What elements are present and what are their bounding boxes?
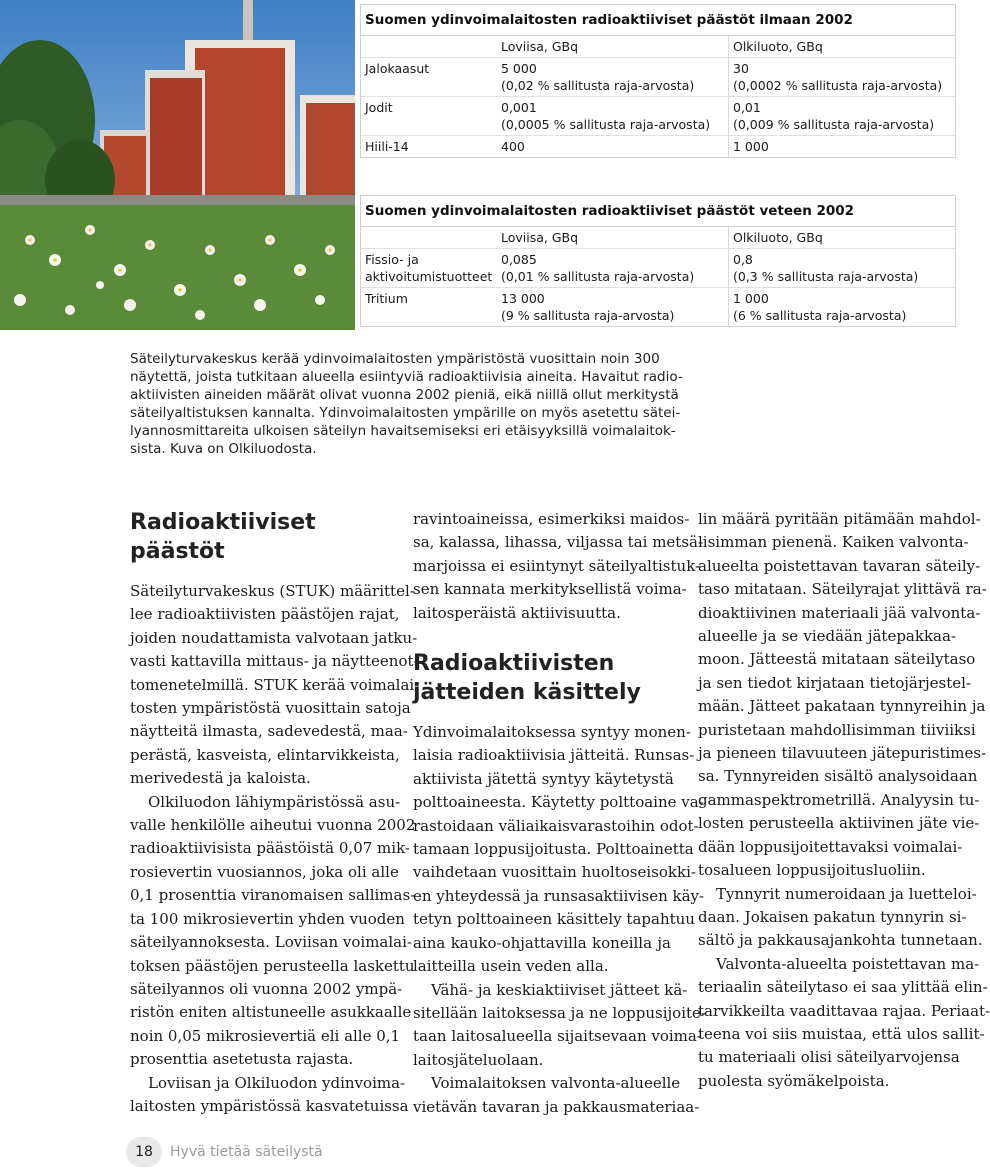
cell-line: (0,01 % sallitusta raja-arvosta): [501, 269, 695, 284]
text-line: lisimman pienenä. Kaiken valvonta-: [698, 533, 969, 552]
cell-line: 1 000: [733, 291, 769, 306]
text-line: perästä, kasveista, elintarvikkeista,: [130, 745, 400, 764]
text-line: sa, kalassa, lihassa, viljassa tai metsä-: [413, 533, 704, 552]
loviisa-value: [497, 136, 729, 157]
text-line: Säteilyturvakeskus (STUK) määrittel-: [130, 582, 415, 600]
table-row: [361, 288, 955, 326]
column-3: [698, 508, 990, 1093]
text-line: Olkiluodon lähiympäristössä asu-: [148, 792, 401, 811]
cell-line: 0,001: [501, 100, 537, 115]
text-line: sa. Tynnyreiden sisältö analysoidaan: [698, 767, 978, 786]
text-line: Vähä- ja keskiaktiiviset jätteet kä-: [431, 980, 688, 999]
text-line: puolesta syömäkelpoista.: [698, 1071, 890, 1090]
text-line: säteilyannos oli vuonna 2002 ympä-: [130, 979, 403, 998]
cell-line: (0,0002 % sallitusta raja-arvosta): [733, 78, 943, 93]
text-line: alueelle ja se viedään jätepakkaa-: [698, 627, 956, 646]
text-line: tosten ympäristöstä vuosittain satoja: [130, 699, 411, 718]
column-2: [413, 508, 706, 1119]
table-header-cell: [361, 227, 497, 248]
text-line: taso mitataan. Säteilyrajat ylittävä ra-: [698, 580, 987, 599]
row-label: [361, 288, 497, 326]
text-line: Tynnyrit numeroidaan ja luetteloi-: [716, 884, 977, 903]
text-line: sitellään laitoksessa ja ne loppusijoite-: [413, 1003, 706, 1022]
cell-line: Jodit: [365, 100, 393, 115]
cell-line: aktivoitumistuotteet: [365, 269, 493, 284]
column-2-text-top: [413, 508, 704, 625]
text-line: lee radioaktiivisten päästöjen rajat,: [130, 605, 400, 624]
text-line: daan. Jokaisen pakatun tynnyrin si-: [698, 907, 967, 926]
column-1-text: [130, 580, 420, 1118]
text-line: Valvonta-alueelta poistettavan ma-: [716, 954, 980, 973]
text-line: tomenetelmillä. STUK kerää voimalai-: [130, 675, 420, 694]
cell-line: 400: [501, 139, 525, 154]
text-line: alueelta poistettavan tavaran säteily-: [698, 556, 981, 575]
text-line: tarvikkeilta vaadittavaa rajaa. Periaat-: [698, 1001, 990, 1020]
heading-waste-handling: Radioaktiivisten jätteiden käsittely: [413, 651, 641, 706]
cell-line: 0,01: [733, 100, 761, 115]
row-label: [361, 58, 497, 96]
table-row: [361, 249, 955, 288]
text-line: laitosperäistä aktiivisuutta.: [413, 603, 621, 622]
cell-line: Tritium: [365, 291, 408, 306]
cell-line: (6 % sallitusta raja-arvosta): [733, 308, 907, 323]
text-line: lin määrä pyritään pitämään mahdol-: [698, 510, 981, 528]
text-line: vietävän tavaran ja pakkausmateriaa-: [413, 1097, 700, 1116]
text-line: moon. Jätteestä mitataan säteilytaso: [698, 650, 976, 669]
cell-line: Fissio- ja: [365, 252, 419, 267]
photo-caption: [130, 350, 690, 458]
text-line: Ydinvoimalaitoksessa syntyy monen-: [413, 723, 691, 742]
table-header-row: [361, 227, 955, 249]
text-line: prosenttia asetetusta rajasta.: [130, 1050, 354, 1069]
text-line: valle henkilölle aiheutui vuonna 2002: [130, 816, 416, 835]
text-line: radioaktiivisista päästöistä 0,07 mik-: [130, 839, 410, 858]
text-line: sen kannata merkityksellistä voima-: [413, 580, 687, 599]
text-line: toksen päästöjen perusteella laskettu: [130, 956, 415, 975]
loviisa-value: [497, 58, 729, 96]
text-line: sältö ja pakkausajankohta tunnetaan.: [698, 931, 983, 950]
cell-line: 13 000: [501, 291, 545, 306]
column-2-text: [413, 721, 706, 1119]
text-line: ravintoaineissa, esimerkiksi maidos-: [413, 510, 690, 528]
olkiluoto-value: [729, 288, 955, 326]
text-line: vaihdetaan vuosittain huoltoseisokki-: [413, 863, 696, 882]
text-line: aktiivista jätettä syntyy käytetystä: [413, 769, 674, 788]
loviisa-value: [497, 288, 729, 326]
text-line: merivedestä ja kaloista.: [130, 769, 311, 788]
olkiluoto-value: [729, 97, 955, 135]
heading-radioactive-emissions: Radioaktiiviset päästöt: [130, 510, 316, 564]
text-line: laisia radioaktiivisia jätteitä. Runsas-: [413, 746, 695, 765]
cell-line: (0,0005 % sallitusta raja-arvosta): [501, 117, 711, 132]
caption-line: aktiivisten aineiden määrät olivat vuonna 2002 pieniä, eikä niillä ollut merkitystä: [130, 387, 679, 403]
text-line: laitosten ympäristössä kasvatetuissa: [130, 1096, 409, 1115]
text-line: tetyn polttoaineen käsittely tapahtuu: [413, 910, 695, 929]
text-line: polttoaineesta. Käytetty polttoaine va-: [413, 793, 704, 812]
cell-line: (0,009 % sallitusta raja-arvosta): [733, 117, 935, 132]
table-row: [361, 97, 955, 136]
caption-line: näytettä, joista tutkitaan alueella esiintyviä radioaktiivisia aineita. Havaitut radio-: [130, 369, 683, 385]
text-line: noin 0,05 mikrosievertiä eli alle 0,1: [130, 1026, 401, 1045]
page-number: 18: [126, 1137, 162, 1167]
text-line: tu materiaali olisi säteilyarvojensa: [698, 1048, 960, 1067]
cell-line: 0,085: [501, 252, 537, 267]
caption-line: lyannosmittareita ulkoisen säteilyn havaitsemiseksi eri etäisyyksillä voimalaitok-: [130, 423, 676, 439]
text-line: teriaalin säteilytaso ei saa ylittää elin-: [698, 978, 988, 997]
page-footer: [126, 1137, 323, 1167]
caption-line: säteilyaltistuksen kannalta. Ydinvoimalaitosten ympärille on myös asetettu sätei-: [130, 405, 681, 421]
cell-line: Hiili-14: [365, 139, 409, 154]
text-line: puristetaan mahdollisimman tiiviiksi: [698, 720, 976, 739]
text-line: joiden noudattamista valvotaan jatku-: [130, 628, 418, 647]
table-header-cell: Olkiluoto, GBq: [733, 39, 823, 54]
text-line: laitosjäteluolaan.: [413, 1050, 544, 1069]
power-plant-photo: [0, 0, 355, 330]
text-line: rastoidaan väliaikaisvarastoihin odot-: [413, 816, 699, 835]
olkiluoto-value: [729, 249, 955, 287]
text-line: dioaktiivinen materiaali jää valvonta-: [698, 603, 981, 622]
text-line: losten perusteella aktiivinen jäte vie-: [698, 814, 980, 833]
olkiluoto-value: [729, 136, 955, 157]
table-row: [361, 136, 955, 157]
text-line: vasti kattavilla mittaus- ja näytteenot-: [130, 652, 419, 671]
cell-line: 5 000: [501, 61, 537, 76]
table-row: [361, 58, 955, 97]
caption-line: sista. Kuva on Olkiluodosta.: [130, 441, 317, 457]
water-table-title: Suomen ydinvoimalaitosten radioaktiiviset päästöt veteen 2002: [361, 196, 955, 227]
publication-title: Hyvä tietää säteilystä: [170, 1144, 323, 1160]
text-line: tamaan loppusijoitusta. Polttoainetta: [413, 840, 694, 859]
text-line: gammaspektrometrillä. Analyysin tu-: [698, 790, 980, 809]
text-line: säteilyannoksesta. Loviisan voimalai-: [130, 933, 412, 952]
air-table-title: Suomen ydinvoimalaitosten radioaktiiviset päästöt ilmaan 2002: [361, 5, 955, 36]
text-line: ta 100 mikrosievertin yhden vuoden: [130, 909, 405, 928]
row-label: [361, 249, 497, 287]
cell-line: 0,8: [733, 252, 753, 267]
cell-line: 30: [733, 61, 749, 76]
text-line: marjoissa ei esiintynyt säteilyaltistuk-: [413, 556, 701, 575]
text-line: ristön eniten altistuneelle asukkaalle: [130, 1003, 412, 1022]
text-line: ja sen tiedot kirjataan tietojärjestel-: [698, 673, 972, 692]
table-header-cell: Loviisa, GBq: [497, 227, 729, 248]
loviisa-value: [497, 97, 729, 135]
text-line: en yhteydessä ja runsasaktiivisen käy-: [413, 886, 705, 905]
text-line: rosievertin vuosiannos, joka oli alle: [130, 862, 399, 881]
text-line: dään loppusijoitettavaksi voimalai-: [698, 837, 963, 856]
cell-line: Jalokaasut: [365, 61, 430, 76]
table-header-cell: Olkiluoto, GBq: [733, 230, 823, 245]
caption-line: Säteilyturvakeskus kerää ydinvoimalaitosten ympäristöstä vuosittain noin 300: [130, 351, 660, 367]
text-line: näytteitä ilmasta, sadevedestä, maa-: [130, 722, 408, 741]
loviisa-value: [497, 249, 729, 287]
text-line: mään. Jätteet pakataan tynnyreihin ja: [698, 697, 986, 716]
cell-line: 1 000: [733, 139, 769, 154]
cell-line: (0,02 % sallitusta raja-arvosta): [501, 78, 695, 93]
text-line: teena voi siis muistaa, että ulos sallit-: [698, 1024, 985, 1043]
text-line: Loviisan ja Olkiluodon ydinvoima-: [148, 1073, 406, 1092]
column-1: [130, 508, 420, 1118]
water-emissions-table: [360, 195, 956, 327]
table-header-row: [361, 36, 955, 58]
cell-line: (0,3 % sallitusta raja-arvosta): [733, 269, 919, 284]
column-3-text: [698, 508, 990, 1093]
row-label: [361, 97, 497, 135]
text-line: Voimalaitoksen valvonta-alueelle: [431, 1074, 681, 1093]
text-line: laitteilla usein veden alla.: [413, 957, 609, 976]
text-line: taan laitosalueella sijaitsevaan voima-: [413, 1027, 702, 1046]
row-label: [361, 136, 497, 157]
text-line: ja pieneen tilavuuteen jätepuristimes-: [698, 744, 987, 763]
text-line: tosalueen loppusijoitusluoliin.: [698, 861, 926, 880]
text-line: 0,1 prosenttia viranomaisen sallimas-: [130, 886, 416, 905]
air-emissions-table: [360, 4, 956, 158]
olkiluoto-value: [729, 58, 955, 96]
cell-line: (9 % sallitusta raja-arvosta): [501, 308, 675, 323]
text-line: aina kauko-ohjattavilla koneilla ja: [413, 933, 671, 952]
table-header-cell: [361, 36, 497, 57]
table-header-cell: Loviisa, GBq: [497, 36, 729, 57]
